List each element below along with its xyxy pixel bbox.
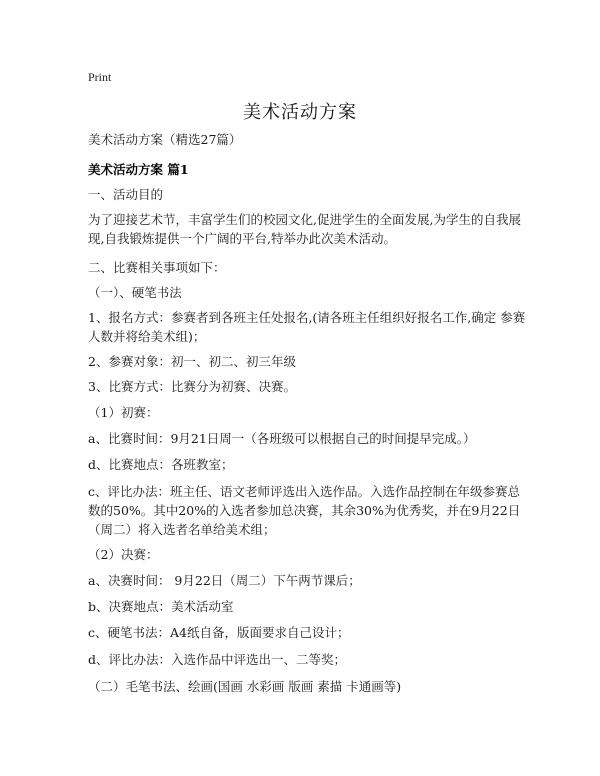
paragraph-preliminary-judging: c、评比办法：班主任、语文老师评选出入选作品。入选作品控制在年级参赛总数的50%。其中20%的入选者参加总决赛，其余30%为优秀奖，并在9月22日（周二）将入选者名单给美术组； <box>88 484 521 537</box>
section-heading: 美术活动方案 篇1 <box>88 162 189 177</box>
paragraph-final-location: b、决赛地点：美术活动室 <box>88 599 234 614</box>
paragraph-preliminary-location: d、比赛地点：各班教室； <box>88 457 234 472</box>
paragraph-competition-matters: 二、比赛相关事项如下： <box>88 260 226 275</box>
paragraph-hard-pen-heading: （一）、硬笔书法 <box>88 285 182 300</box>
paragraph-registration: 1、报名方式：参赛者到各班主任处报名,(请各班主任组织好报名工作,确定 参赛人数并将给美术组)； <box>88 310 526 344</box>
paragraph-preliminary-time: a、比赛时间：9月21日周一（各班级可以根据自己的时间提早完成。） <box>88 431 476 446</box>
paragraph-final-heading: （2）决赛： <box>88 547 159 562</box>
paragraph-final-judging: d、评比办法：入选作品中评选出一、二等奖； <box>88 652 347 667</box>
paragraph-hard-pen-paper: c、硬笔书法：A4纸自备，版面要求自己设计； <box>88 625 350 640</box>
document-subtitle: 美术活动方案（精选27篇） <box>88 132 242 147</box>
paragraph-competition-format: 3、比赛方式：比赛分为初赛、决赛。 <box>88 379 296 394</box>
paragraph-preliminary-heading: （1）初赛： <box>88 405 159 420</box>
paragraph-participants: 2、参赛对象：初一、初二、初三年级 <box>88 354 296 369</box>
paragraph-brush-painting-heading: （二）毛笔书法、绘画(国画 水彩画 版画 素描 卡通画等) <box>88 679 402 694</box>
page-title: 美术活动方案 <box>243 102 357 123</box>
print-label: Print <box>88 70 112 84</box>
paragraph-activity-purpose: 为了迎接艺术节，丰富学生们的校园文化,促进学生的全面发展,为学生的自我展现,自我锻炼提供一个广阔的平台,特举办此次美术活动。 <box>88 212 521 246</box>
paragraph-final-time: a、决赛时间： 9月22日（周二）下午两节课后； <box>88 573 361 588</box>
paragraph-activity-purpose-heading: 一、活动目的 <box>88 187 164 202</box>
